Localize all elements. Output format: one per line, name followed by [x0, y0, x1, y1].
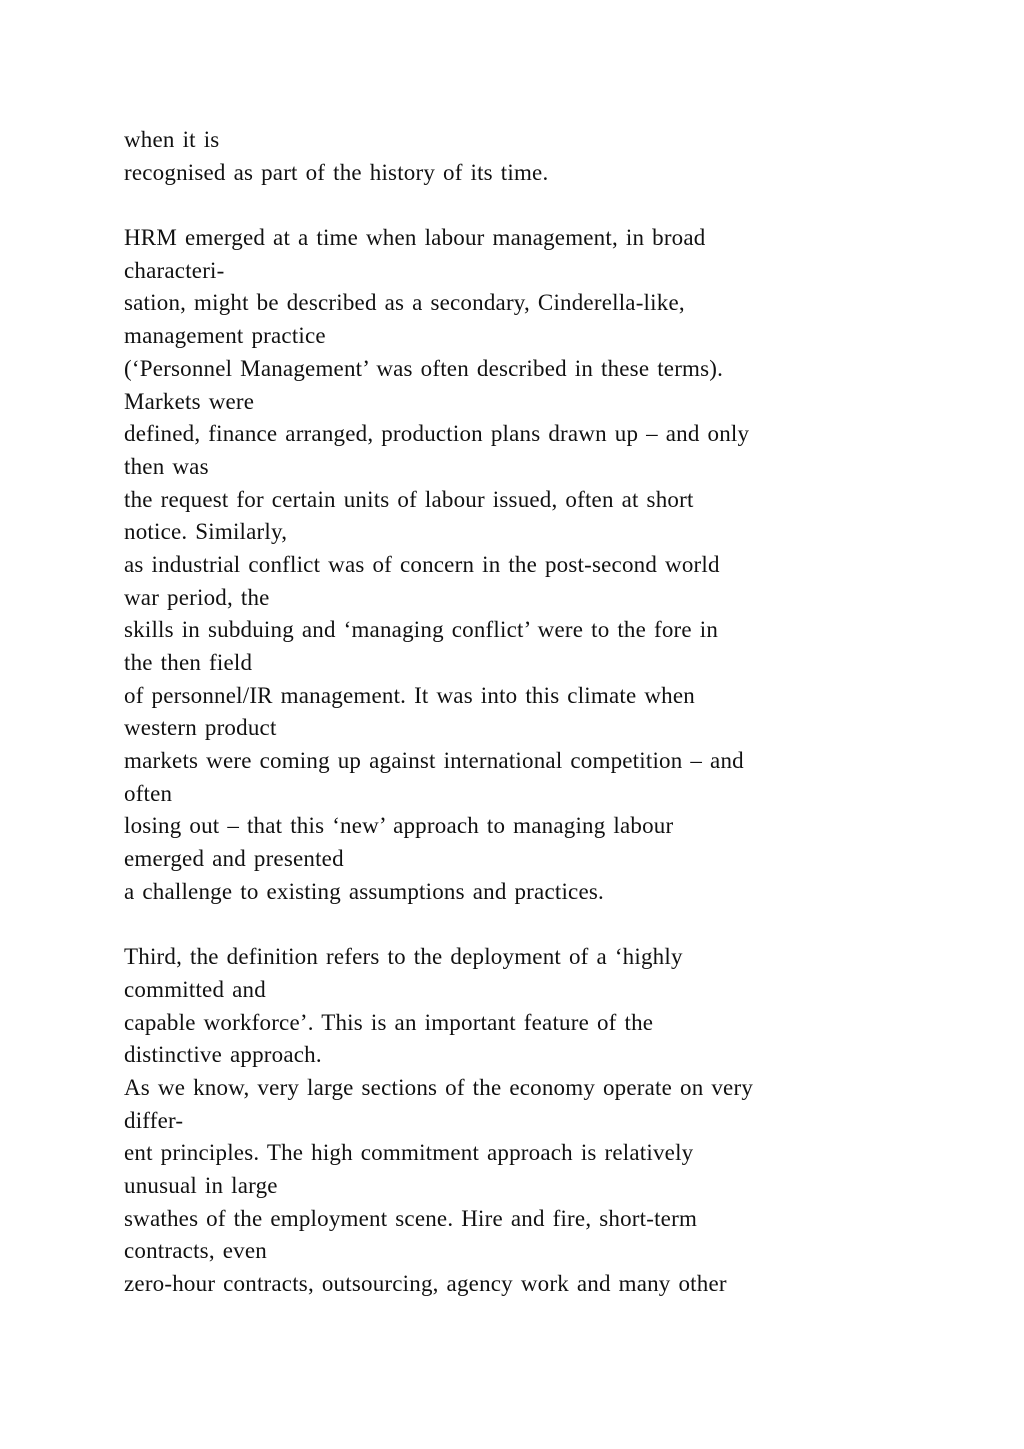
text-line: western product: [124, 715, 277, 741]
text-line: skills in subduing and ‘managing conflict’ were to the fore in: [124, 617, 719, 643]
text-line: recognised as part of the history of its time.: [124, 159, 549, 185]
text-line: (‘Personnel Management’ was often described in these terms).: [124, 355, 724, 381]
text-line: distinctive approach.: [124, 1042, 322, 1068]
text-line: notice. Similarly,: [124, 519, 288, 545]
paragraph-gap: [124, 909, 924, 942]
text-line: committed and: [124, 976, 266, 1002]
body-text: [124, 124, 924, 1301]
text-line: defined, finance arranged, production plans drawn up – and only: [124, 421, 750, 447]
text-line: Third, the definition refers to the deployment of a ‘highly: [124, 944, 683, 970]
text-line: losing out – that this ‘new’ approach to managing labour: [124, 813, 674, 839]
paragraph-gap: [124, 189, 924, 222]
paragraph-2: [124, 222, 924, 908]
text-line: when it is: [124, 127, 220, 152]
text-line: emerged and presented: [124, 846, 344, 872]
text-line: differ-: [124, 1107, 184, 1133]
text-line: contracts, even: [124, 1238, 267, 1264]
text-line: swathes of the employment scene. Hire and fire, short-term: [124, 1205, 698, 1231]
text-line: characteri-: [124, 257, 225, 283]
text-line: of personnel/IR management. It was into this climate when: [124, 682, 695, 708]
text-line: sation, might be described as a secondary, Cinderella-like,: [124, 290, 685, 316]
paragraph-1: [124, 124, 924, 189]
text-line: often: [124, 780, 173, 806]
text-line: As we know, very large sections of the economy operate on very: [124, 1074, 754, 1100]
text-line: Markets were: [124, 388, 255, 414]
text-line: war period, the: [124, 584, 270, 610]
text-line: a challenge to existing assumptions and practices.: [124, 878, 604, 904]
text-line: HRM emerged at a time when labour management, in broad: [124, 225, 706, 251]
text-line: the request for certain units of labour issued, often at short: [124, 486, 694, 512]
text-line: management practice: [124, 323, 326, 349]
text-line: zero-hour contracts, outsourcing, agency work and many other: [124, 1271, 727, 1297]
text-line: as industrial conflict was of concern in the post-second world: [124, 551, 720, 577]
text-line: then was: [124, 453, 209, 479]
text-line: markets were coming up against international competition – and: [124, 748, 744, 774]
text-line: capable workforce’. This is an important feature of the: [124, 1009, 654, 1035]
text-line: unusual in large: [124, 1173, 278, 1198]
paragraph-3: [124, 941, 924, 1301]
text-line: the then field: [124, 650, 253, 675]
text-line: ent principles. The high commitment approach is relatively: [124, 1140, 694, 1166]
